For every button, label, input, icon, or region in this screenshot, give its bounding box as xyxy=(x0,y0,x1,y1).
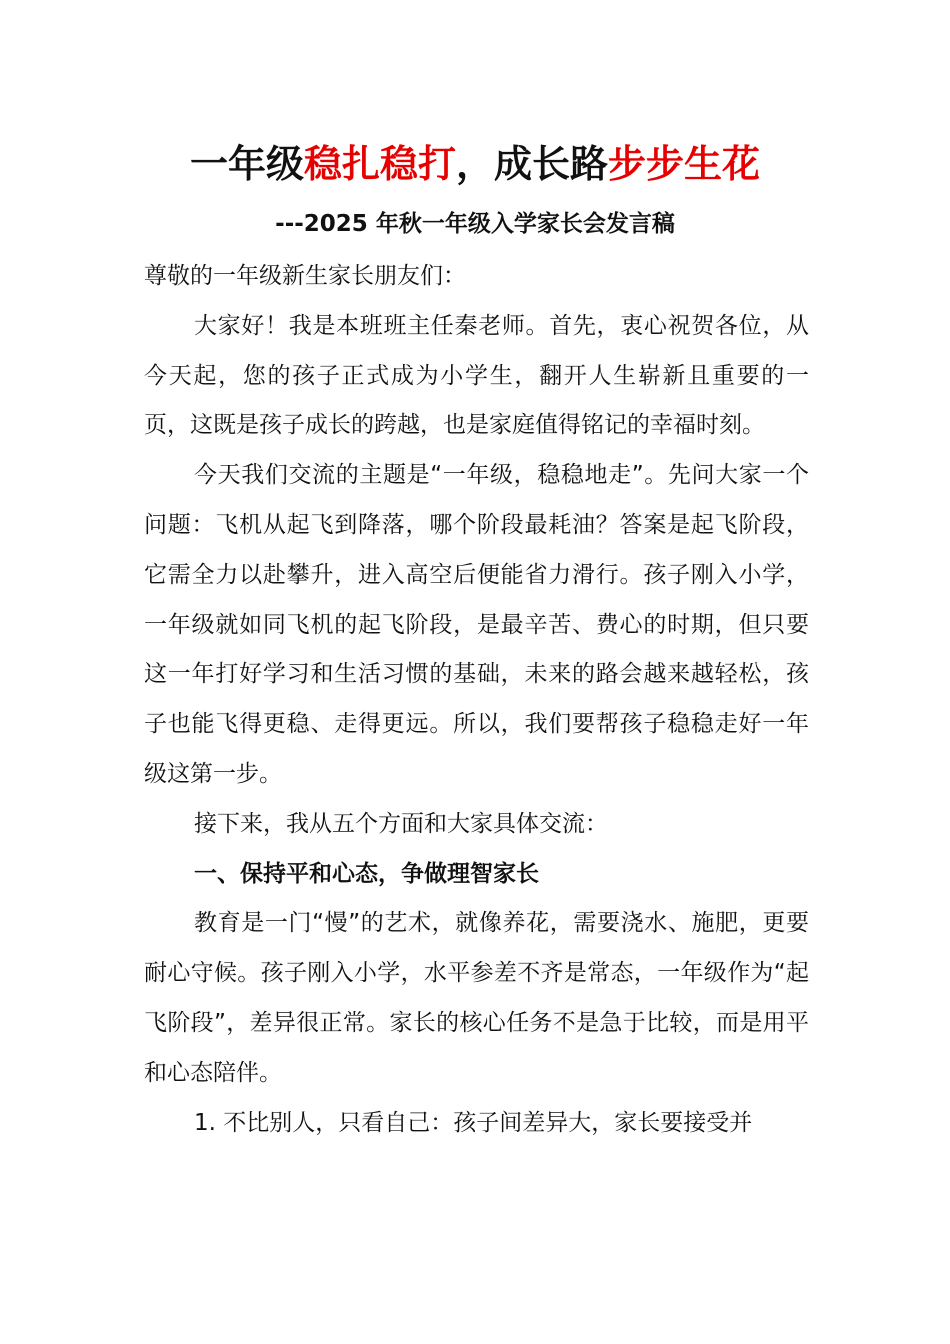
paragraph-theme: 今天我们交流的主题是“一年级，稳稳地走”。先问大家一个问题：飞机从起飞到降落，哪个阶段最耗油？答案是起飞阶段，它需全力以赴攀升，进入高空后便能省力滑行。孩子刚入小学，一年级就如同飞机的起飞阶段，是最辛苦、费心的时期，但只要这一年打好学习和生活习惯的基础，未来的路会越来越轻松，孩子也能飞得更稳、走得更远。所以，我们要帮孩子稳稳走好一年级这第一步。 xyxy=(144,462,809,787)
paragraph-greeting: 大家好！我是本班班主任秦老师。首先，衷心祝贺各位，从今天起，您的孩子正式成为小学生，翻开人生崭新且重要的一页，这既是孩子成长的跨越，也是家庭值得铭记的幸福时刻。 xyxy=(144,312,809,439)
section-1-heading: 一、保持平和心态，争做理智家长 xyxy=(194,860,539,887)
title-part-1: 一年级 xyxy=(189,142,304,186)
paragraph-intro: 接下来，我从五个方面和大家具体交流： xyxy=(194,810,608,837)
title-part-3: ，成长路 xyxy=(456,142,609,186)
section-1-item-1: 1. 不比别人，只看自己：孩子间差异大，家长要接受并 xyxy=(194,1109,753,1136)
salutation: 尊敬的一年级新生家长朋友们： xyxy=(144,263,466,289)
title-part-4-highlight: 步步生花 xyxy=(608,142,761,186)
document-body xyxy=(144,252,809,1148)
document-title xyxy=(0,138,950,190)
title-part-2-highlight: 稳扎稳打 xyxy=(303,142,456,186)
document-subtitle: ---2025 年秋一年级入学家长会发言稿 xyxy=(275,211,675,237)
section-1-paragraph: 教育是一门“慢”的艺术，就像养花，需要浇水、施肥，更要耐心守候。孩子刚入小学，水平参差不齐是常态，一年级作为“起飞阶段”，差异很正常。家长的核心任务不是急于比较，而是用平和心态陪伴。 xyxy=(144,910,809,1086)
